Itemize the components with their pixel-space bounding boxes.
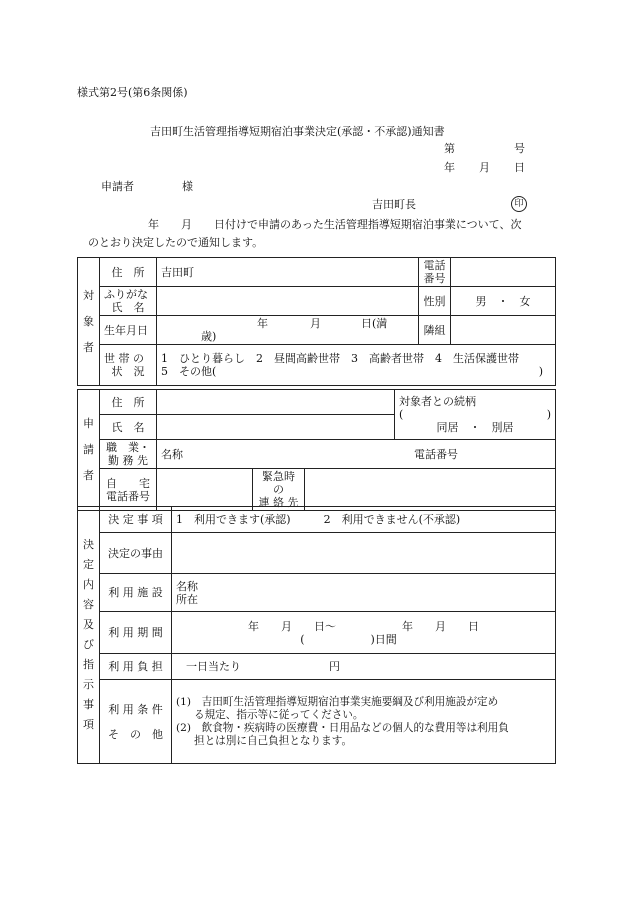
target-household-label: 世 帯 の 状 況 — [100, 345, 157, 386]
number-gou: 号 — [514, 142, 525, 155]
decision-item-field[interactable]: 1 利用できます(承認) 2 利用できません(不承認) — [172, 507, 556, 533]
applicant-name-label: 氏 名 — [100, 415, 157, 440]
period-field[interactable]: 年 月 日～ 年 月 日 ( )日間 — [172, 612, 556, 654]
applicant-home-phone-field[interactable] — [157, 469, 253, 511]
target-sex-label: 性別 — [419, 287, 451, 316]
date-year: 年 — [444, 161, 455, 174]
applicant-name-field[interactable] — [157, 415, 395, 440]
applicant-emergency-label: 緊急時の 連 絡 先 — [253, 469, 305, 511]
target-name-field[interactable] — [157, 287, 419, 316]
applicant-job-label: 職 業・ 勤 務 先 — [100, 440, 157, 469]
applicant-address-field[interactable] — [157, 390, 395, 415]
burden-field[interactable]: 一日当たり 円 — [172, 654, 556, 680]
conditions-label: 利 用 条 件 そ の 他 — [100, 680, 172, 764]
period-label: 利 用 期 間 — [100, 612, 172, 654]
seal-mark: 印 — [511, 196, 527, 212]
applicant-home-phone-label: 自 宅 電話番号 — [100, 469, 157, 511]
form-number: 様式第2号(第6条関係) — [77, 86, 188, 99]
applicant-job-field[interactable]: 名称 電話番号 — [157, 440, 556, 469]
applicant-sama: 様 — [182, 180, 193, 193]
target-name-label: ふりがな 氏 名 — [100, 287, 157, 316]
target-birth-label: 生年月日 — [100, 316, 157, 345]
applicant-table — [77, 389, 556, 511]
number-dai: 第 — [444, 142, 455, 155]
document-title: 吉田町生活管理指導短期宿泊事業決定(承認・不承認)通知書 — [150, 125, 445, 138]
mayor-label: 吉田町長 — [372, 198, 416, 211]
intro-line-1: 年 月 日付けで申請のあった生活管理指導短期宿泊事業について、次 — [148, 218, 522, 231]
applicant-address-label: 住 所 — [100, 390, 157, 415]
decision-reason-label: 決定の事由 — [100, 533, 172, 574]
date-month: 月 — [479, 161, 490, 174]
target-household-field[interactable]: 1 ひとり暮らし 2 昼間高齢世帯 3 高齢者世帯 4 生活保護世帯 5 その他( ) — [157, 345, 556, 386]
applicant-side-label: 申 請 者 — [78, 390, 100, 511]
applicant-relation-field[interactable]: 対象者との続柄 ( ) 同居 ・ 別居 — [395, 390, 556, 440]
target-address-label: 住 所 — [100, 258, 157, 287]
target-phone-field[interactable] — [451, 258, 556, 287]
target-side-label: 対 象 者 — [78, 258, 100, 386]
decision-side-label: 決 定 内 容 及 び 指 示 事 項 — [78, 507, 100, 764]
target-phone-label: 電話 番号 — [419, 258, 451, 287]
target-address-field[interactable]: 吉田町 — [157, 258, 419, 287]
date-day: 日 — [514, 161, 525, 174]
decision-table — [77, 506, 556, 764]
decision-reason-field[interactable] — [172, 533, 556, 574]
conditions-field: (1) 吉田町生活管理指導短期宿泊事業実施要綱及び利用施設が定め る規定、指示等に従ってください。 (2) 飲食物・疾病時の医療費・日用品などの個人的な費用等は利用負 担とは別に自己負担となります。 — [172, 680, 556, 764]
intro-line-2: のとおり決定したので通知します。 — [88, 236, 264, 249]
facility-label: 利 用 施 設 — [100, 574, 172, 612]
applicant-emergency-field[interactable] — [305, 469, 556, 511]
applicant-heading: 申請者 — [101, 180, 134, 193]
target-sex-field[interactable]: 男 ・ 女 — [451, 287, 556, 316]
burden-label: 利 用 負 担 — [100, 654, 172, 680]
target-person-table — [77, 257, 556, 386]
target-tonarigumi-label: 隣組 — [419, 316, 451, 345]
facility-field[interactable]: 名称 所在 — [172, 574, 556, 612]
target-birth-field[interactable]: 年 月 日(満歳) — [157, 316, 419, 345]
target-tonarigumi-field[interactable] — [451, 316, 556, 345]
decision-item-label: 決 定 事 項 — [100, 507, 172, 533]
